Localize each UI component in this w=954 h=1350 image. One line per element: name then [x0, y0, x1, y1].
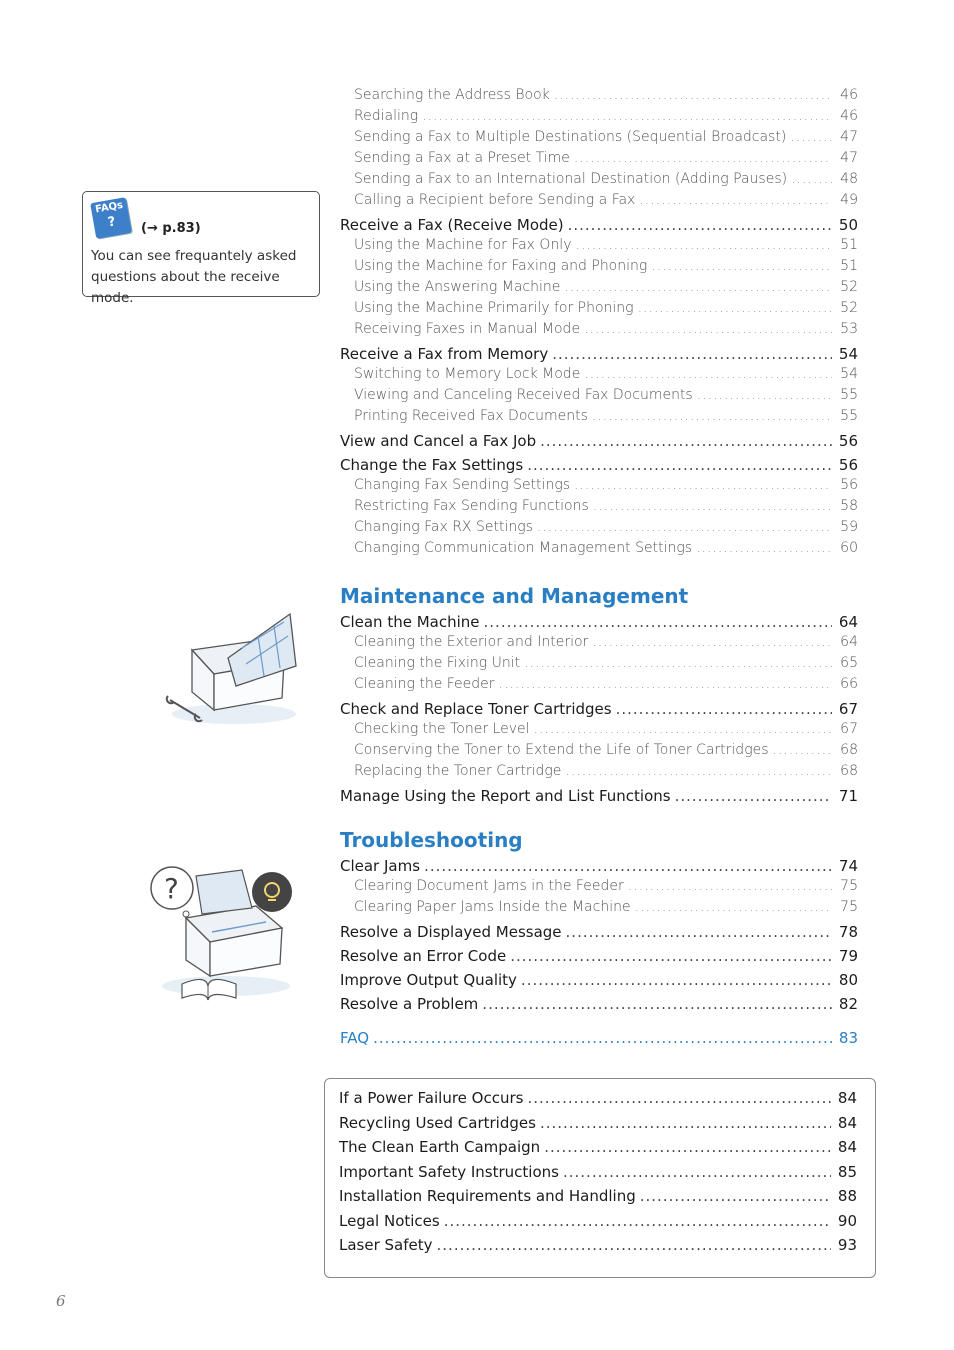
section-heading-troubleshooting: Troubleshooting — [340, 828, 523, 852]
toc-entry-title: Viewing and Canceling Received Fax Documents — [354, 387, 693, 403]
toc-entry[interactable] — [340, 971, 858, 992]
troubleshooting-illustration — [146, 862, 298, 1004]
toc-subentry[interactable] — [340, 387, 858, 408]
toc-entry-title: Replacing the Toner Cartridge — [354, 763, 562, 779]
dot-leader — [635, 899, 832, 915]
toc-entry-page: 51 — [840, 258, 858, 274]
printer-maintenance-illustration — [162, 610, 302, 728]
faq-page-reference[interactable]: (→ p.83) — [141, 221, 201, 236]
toc-entry-page: 54 — [840, 366, 858, 382]
dot-leader — [544, 1138, 831, 1156]
dot-leader — [534, 721, 833, 737]
appendix-box — [324, 1078, 876, 1278]
toc-entry-title: Sending a Fax to an International Destination (Adding Pauses) — [354, 171, 788, 187]
dot-leader — [521, 971, 832, 989]
toc-entry-page: 58 — [840, 498, 858, 514]
dot-leader — [540, 1114, 831, 1132]
toc-entry-page: 60 — [840, 540, 858, 556]
toc-entry-page: 84 — [837, 1113, 857, 1132]
toc-entry-title: Switching to Memory Lock Mode — [354, 366, 581, 382]
toc-entry-page: 90 — [837, 1211, 857, 1230]
toc-entry-title: Checking the Toner Level — [354, 721, 530, 737]
toc-entry-title: The Clean Earth Campaign — [339, 1138, 541, 1156]
dot-leader — [554, 87, 832, 103]
toc-maintenance-section — [340, 570, 858, 808]
toc-entry-page: 75 — [840, 878, 858, 894]
toc-entry-title: Cleaning the Fixing Unit — [354, 655, 521, 671]
dot-leader — [510, 947, 832, 965]
dot-leader — [574, 477, 832, 493]
toc-entry-page: 67 — [838, 700, 858, 718]
toc-entry-title: Legal Notices — [339, 1211, 440, 1230]
toc-entry[interactable] — [340, 857, 858, 878]
toc-entry-page: 51 — [840, 237, 858, 253]
toc-entry-page: 55 — [840, 408, 858, 424]
faq-callout — [82, 191, 320, 306]
toc-entry-title: Changing Fax RX Settings — [354, 519, 533, 535]
toc-entry-page: 66 — [840, 676, 858, 692]
toc-entry[interactable] — [340, 995, 858, 1016]
dot-leader — [424, 857, 832, 875]
toc-entry-title: Clearing Paper Jams Inside the Machine — [354, 899, 631, 915]
dot-leader — [584, 321, 832, 337]
toc-entry-page: 46 — [840, 108, 858, 124]
toc-entry-title: Receive a Fax from Memory — [340, 345, 549, 363]
toc-entry-page: 56 — [838, 432, 858, 450]
toc-subentry[interactable] — [340, 321, 858, 342]
toc-subentry[interactable] — [340, 763, 858, 784]
toc-entry-page: 71 — [838, 787, 858, 805]
toc-entry-page: 64 — [838, 613, 858, 631]
dot-leader — [437, 1236, 831, 1254]
toc-entry-title: Check and Replace Toner Cartridges — [340, 700, 612, 718]
toc-entry-title: Important Safety Instructions — [339, 1162, 559, 1181]
dot-leader — [791, 171, 832, 187]
dot-leader — [675, 787, 832, 805]
toc-entry-title: Changing Fax Sending Settings — [354, 477, 571, 493]
toc-entry-title: Using the Machine for Fax Only — [354, 237, 572, 253]
dot-leader — [444, 1212, 831, 1230]
toc-subentry[interactable] — [340, 408, 858, 429]
toc-fax-section — [340, 87, 858, 561]
dot-leader — [527, 1089, 831, 1107]
dot-leader — [593, 498, 832, 514]
toc-entry[interactable] — [340, 613, 858, 634]
toc-entry[interactable] — [339, 1163, 857, 1188]
dot-leader — [524, 655, 832, 671]
page-number: 6 — [56, 1292, 66, 1310]
toc-entry-page: 52 — [840, 279, 858, 295]
toc-entry-page: 48 — [840, 171, 858, 187]
dot-leader — [563, 1163, 831, 1181]
dot-leader — [552, 345, 832, 363]
toc-entry-page: 55 — [840, 387, 858, 403]
toc-subentry[interactable] — [340, 655, 858, 676]
toc-entry-title: Using the Machine Primarily for Phoning — [354, 300, 634, 316]
dot-leader — [537, 519, 832, 535]
toc-entry[interactable] — [340, 700, 858, 721]
svg-text:?: ? — [164, 872, 179, 905]
dot-leader — [651, 258, 832, 274]
dot-leader — [576, 237, 833, 253]
toc-entry-title: Using the Answering Machine — [354, 279, 561, 295]
toc-subentry[interactable] — [340, 108, 858, 129]
toc-entry-page: 64 — [840, 634, 858, 650]
toc-subentry[interactable] — [340, 634, 858, 655]
toc-entry-page: 56 — [840, 477, 858, 493]
toc-entry-page: 59 — [840, 519, 858, 535]
dot-leader — [568, 216, 832, 234]
toc-entry-title: Recycling Used Cartridges — [339, 1113, 536, 1132]
toc-subentry[interactable] — [340, 477, 858, 498]
dot-leader — [696, 540, 832, 556]
dot-leader — [564, 279, 832, 295]
toc-entry-page: 75 — [840, 899, 858, 915]
dot-leader — [639, 192, 832, 208]
toc-entry-page: 85 — [837, 1162, 857, 1181]
toc-subentry[interactable] — [340, 899, 858, 920]
toc-entry-page: 52 — [840, 300, 858, 316]
toc-subentry[interactable] — [340, 150, 858, 171]
dot-leader — [527, 456, 832, 474]
toc-entry-page: 47 — [840, 129, 858, 145]
toc-entry-title: Installation Requirements and Handling — [339, 1187, 636, 1205]
toc-subentry[interactable] — [340, 192, 858, 213]
toc-entry[interactable] — [340, 456, 858, 477]
dot-leader — [697, 387, 832, 403]
faq-badge-icon: FAQs ? — [90, 197, 132, 239]
dot-leader — [422, 108, 832, 124]
toc-entry-title: Clearing Document Jams in the Feeder — [354, 878, 624, 894]
dot-leader — [484, 613, 832, 631]
toc-entry[interactable] — [339, 1089, 857, 1114]
toc-entry[interactable] — [339, 1114, 857, 1139]
toc-entry-title: Resolve an Error Code — [340, 947, 507, 965]
toc-entry-title: Sending a Fax at a Preset Time — [354, 150, 570, 166]
toc-entry-title: Receive a Fax (Receive Mode) — [340, 216, 564, 234]
toc-entry-title: Change the Fax Settings — [340, 456, 524, 474]
toc-entry-page: 54 — [838, 345, 858, 363]
section-heading-maintenance: Maintenance and Management — [340, 584, 689, 608]
toc-entry-page: 78 — [838, 923, 858, 941]
dot-leader — [628, 878, 832, 894]
dot-leader — [773, 742, 832, 758]
toc-subentry[interactable] — [340, 742, 858, 763]
dot-leader — [499, 676, 832, 692]
toc-entry[interactable] — [339, 1236, 857, 1261]
toc-entry-page: 80 — [838, 971, 858, 989]
toc-entry[interactable] — [340, 923, 858, 944]
toc-subentry[interactable] — [340, 279, 858, 300]
toc-troubleshooting-section — [340, 814, 858, 1050]
toc-subentry[interactable] — [340, 237, 858, 258]
toc-entry-title: Cleaning the Exterior and Interior — [354, 634, 589, 650]
toc-entry-page: 47 — [840, 150, 858, 166]
toc-entry[interactable] — [340, 432, 858, 453]
toc-entry[interactable] — [340, 216, 858, 237]
toc-entry-page: 79 — [838, 947, 858, 965]
toc-subentry[interactable] — [340, 87, 858, 108]
toc-entry[interactable] — [340, 947, 858, 968]
toc-entry-title: Searching the Address Book — [354, 87, 550, 103]
toc-entry-page: 49 — [840, 192, 858, 208]
toc-entry[interactable] — [339, 1187, 857, 1212]
dot-leader — [790, 129, 832, 145]
toc-appendix — [339, 1089, 857, 1261]
toc-entry-title: Clean the Machine — [340, 613, 480, 631]
dot-leader — [592, 634, 832, 650]
toc-entry-page: 88 — [837, 1187, 857, 1205]
toc-entry-page: 50 — [838, 216, 858, 234]
toc-entry-title: Laser Safety — [339, 1236, 433, 1254]
toc-entry-title: Manage Using the Report and List Functions — [340, 787, 671, 805]
toc-entry-page: 68 — [840, 763, 858, 779]
dot-leader — [540, 432, 832, 450]
toc-entry-page: 53 — [840, 321, 858, 337]
dot-leader — [565, 763, 832, 779]
toc-subentry[interactable] — [340, 540, 858, 561]
dot-leader — [592, 408, 832, 424]
toc-subentry[interactable] — [340, 129, 858, 150]
toc-entry-title: Printing Received Fax Documents — [354, 408, 588, 424]
toc-entry-title: Conserving the Toner to Extend the Life of Toner Cartridges — [354, 742, 769, 758]
toc-entry-page: 84 — [837, 1089, 857, 1107]
toc-entry-title: Cleaning the Feeder — [354, 676, 495, 692]
toc-entry-title: Improve Output Quality — [340, 971, 517, 989]
toc-entry-title: Restricting Fax Sending Functions — [354, 498, 589, 514]
dot-leader — [584, 366, 832, 382]
toc-subentry[interactable] — [340, 878, 858, 899]
toc-entry-page: 68 — [840, 742, 858, 758]
dot-leader — [640, 1187, 831, 1205]
toc-entry-title: Receiving Faxes in Manual Mode — [354, 321, 581, 337]
toc-entry-page: 93 — [837, 1236, 857, 1254]
toc-entry-title: Resolve a Displayed Message — [340, 923, 562, 941]
dot-leader — [616, 700, 832, 718]
dot-leader — [574, 150, 832, 166]
toc-entry-title: View and Cancel a Fax Job — [340, 432, 537, 450]
toc-entry-page: 74 — [838, 857, 858, 875]
toc-entry[interactable] — [339, 1212, 857, 1237]
toc-entry[interactable] — [340, 787, 858, 808]
toc-entry[interactable] — [340, 345, 858, 366]
toc-entry-title: Using the Machine for Faxing and Phoning — [354, 258, 648, 274]
toc-subentry[interactable] — [340, 498, 858, 519]
toc-subentry[interactable] — [340, 519, 858, 540]
toc-entry-page: 56 — [838, 456, 858, 474]
toc-subentry[interactable] — [340, 721, 858, 742]
toc-subentry[interactable] — [340, 300, 858, 321]
toc-entry-faq[interactable]: FAQ ..... 83 — [340, 1029, 858, 1050]
toc-entry-title: Changing Communication Management Settings — [354, 540, 693, 556]
faq-description: You can see frequantely asked questions about the receive mode. — [91, 248, 297, 306]
toc-subentry[interactable] — [340, 676, 858, 697]
toc-subentry[interactable] — [340, 171, 858, 192]
dot-leader — [482, 995, 832, 1013]
toc-entry-page: 65 — [840, 655, 858, 671]
toc-entry-title: Resolve a Problem — [340, 995, 479, 1013]
toc-subentry[interactable] — [340, 258, 858, 279]
toc-subentry[interactable] — [340, 366, 858, 387]
toc-entry-page: 67 — [840, 721, 858, 737]
dot-leader — [638, 300, 832, 316]
toc-entry-page: 82 — [838, 995, 858, 1013]
toc-entry[interactable] — [339, 1138, 857, 1163]
toc-entry-title: If a Power Failure Occurs — [339, 1089, 524, 1107]
dot-leader — [566, 923, 832, 941]
toc-entry-page: 46 — [840, 87, 858, 103]
toc-entry-page: 84 — [837, 1138, 857, 1156]
toc-entry-title: Clear Jams — [340, 857, 421, 875]
toc-entry-title: Sending a Fax to Multiple Destinations (Sequential Broadcast) — [354, 129, 787, 145]
toc-entry-title: Redialing — [354, 108, 419, 124]
toc-entry-title: Calling a Recipient before Sending a Fax — [354, 192, 636, 208]
